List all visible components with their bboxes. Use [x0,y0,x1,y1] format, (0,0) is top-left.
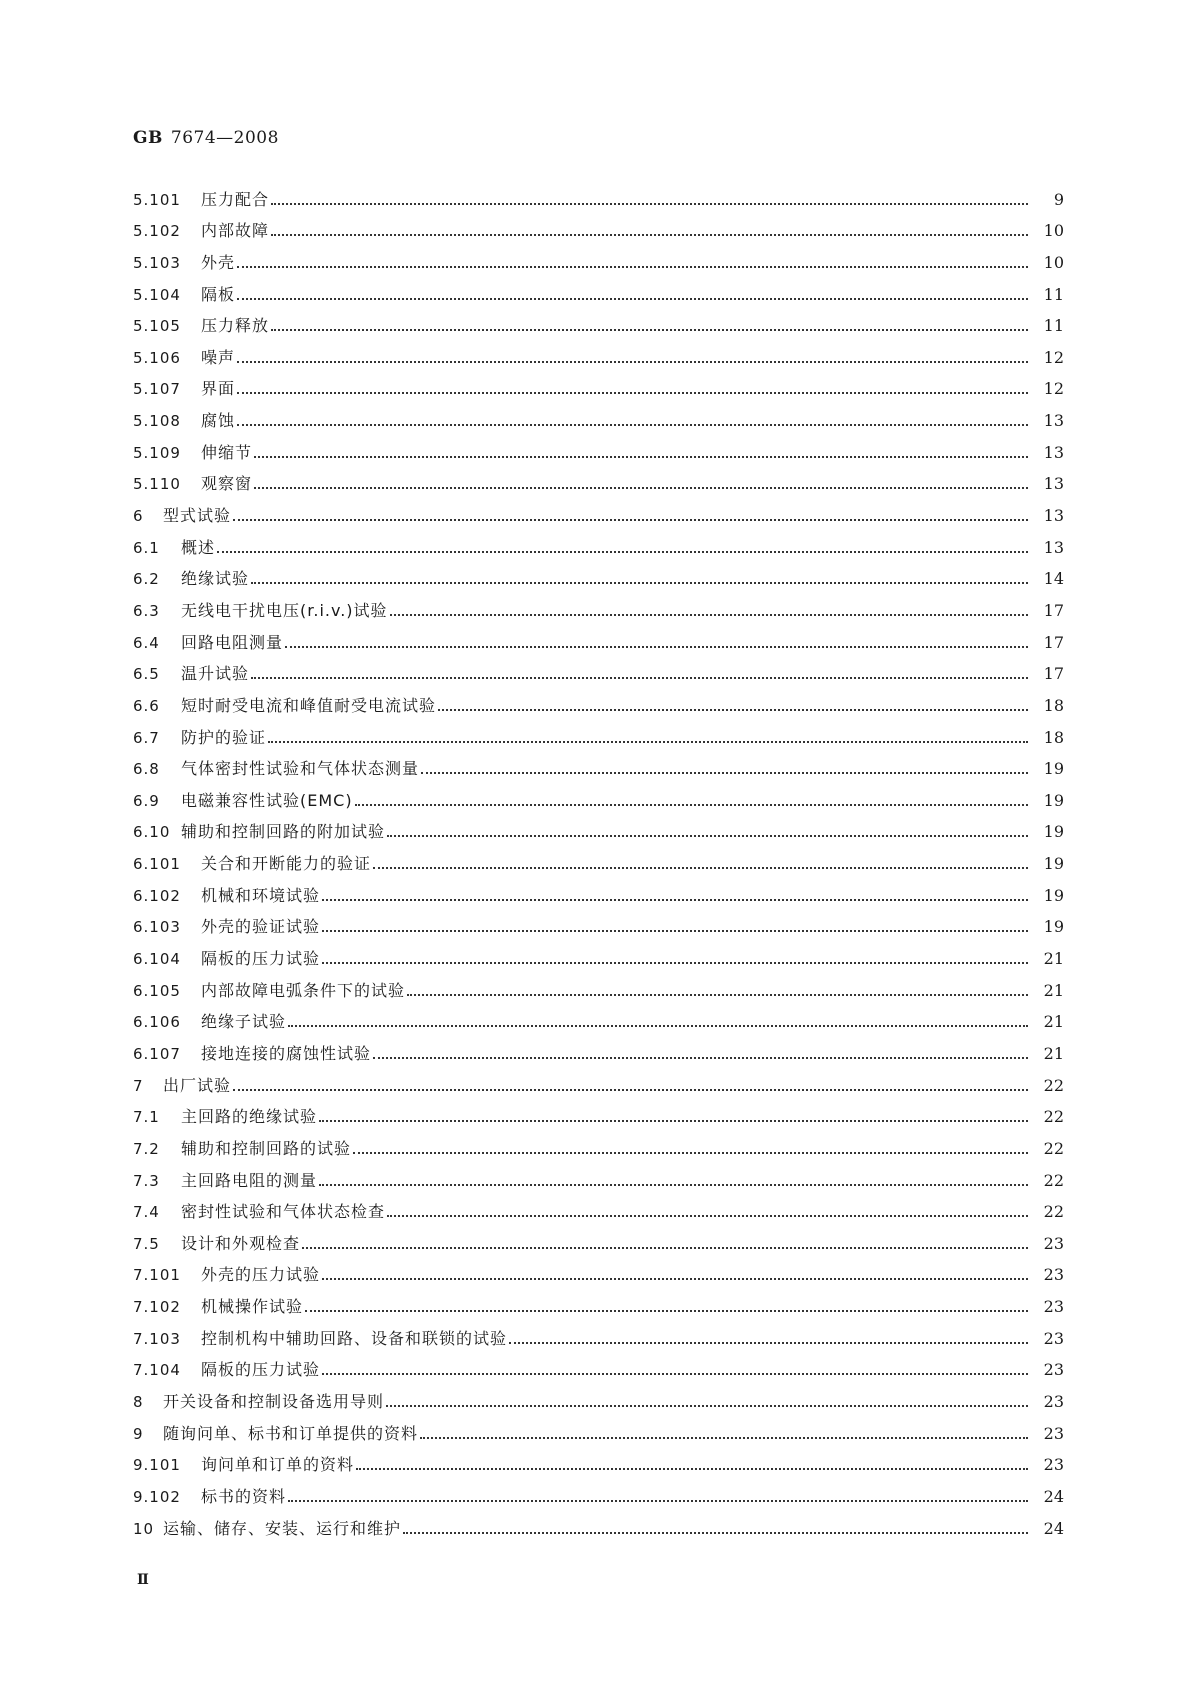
toc-dot-leader [237,266,1028,268]
toc-entry-number: 6.102 [133,886,181,905]
toc-entry-page: 19 [1043,759,1064,779]
toc-entry-page: 14 [1043,569,1064,589]
toc-entry[interactable] [133,811,1064,843]
toc-entry-page: 22 [1043,1138,1064,1158]
toc-entry-page: 19 [1043,822,1064,842]
toc-entry[interactable] [133,178,1064,210]
toc-dot-leader [509,1342,1028,1344]
toc-dot-leader [390,614,1028,616]
toc-entry-title: 界面 [201,379,236,399]
toc-entry-page: 13 [1043,442,1064,462]
toc-entry-number: 7.4 [133,1203,160,1222]
toc-entry-title: 压力释放 [201,316,270,336]
toc-entry-number: 6 [133,507,144,526]
toc-entry[interactable] [133,210,1064,242]
toc-entry-number: 6.101 [133,855,181,874]
toc-dot-leader [271,203,1028,205]
toc-entry-number: 9.102 [133,1487,181,1506]
toc-entry-page: 11 [1043,316,1064,336]
toc-dot-leader [237,361,1028,363]
toc-entry-page: 21 [1043,949,1064,969]
toc-dot-leader [373,1057,1028,1059]
toc-entry-title: 开关设备和控制设备选用导则 [163,1391,385,1411]
toc-entry-number: 5.102 [133,222,181,241]
table-of-contents [133,178,1064,1539]
toc-entry-number: 7.103 [133,1329,181,1348]
toc-entry-page: 22 [1043,1107,1064,1127]
toc-dot-leader [271,329,1028,331]
standard-prefix: GB [133,128,163,148]
toc-entry-number: 5.105 [133,317,181,336]
toc-dot-leader [271,234,1028,236]
toc-entry-title: 主回路电阻的测量 [181,1170,318,1190]
toc-entry[interactable] [133,431,1064,463]
toc-dot-leader [254,487,1028,489]
toc-entry-page: 23 [1043,1233,1064,1253]
toc-dot-leader [268,741,1028,743]
toc-dot-leader [302,1247,1028,1249]
toc-entry-page: 21 [1043,1043,1064,1063]
toc-entry-page: 11 [1043,284,1064,304]
toc-dot-leader [251,677,1028,679]
toc-entry-number: 6.10 [133,823,171,842]
toc-entry[interactable] [133,653,1064,685]
toc-entry-number: 5.109 [133,443,181,462]
toc-entry-page: 22 [1043,1202,1064,1222]
toc-entry[interactable] [133,1159,1064,1191]
toc-entry-page: 22 [1043,1170,1064,1190]
toc-dot-leader [233,519,1028,521]
toc-entry[interactable] [133,1032,1064,1064]
toc-dot-leader [420,1437,1028,1439]
toc-entry-number: 6.8 [133,760,160,779]
toc-dot-leader [386,1405,1028,1407]
toc-entry-number: 6.106 [133,1013,181,1032]
toc-entry-title: 密封性试验和气体状态检查 [181,1202,386,1222]
toc-entry-number: 6.7 [133,728,160,747]
toc-entry[interactable] [133,842,1064,874]
toc-entry-title: 主回路的绝缘试验 [181,1107,318,1127]
toc-entry-number: 6.107 [133,1044,181,1063]
toc-entry-title: 回路电阻测量 [181,632,284,652]
toc-entry-number: 7.5 [133,1234,160,1253]
toc-entry-title: 辅助和控制回路的附加试验 [181,822,386,842]
toc-entry[interactable] [133,1001,1064,1033]
toc-entry[interactable] [133,1222,1064,1254]
toc-entry-page: 13 [1043,506,1064,526]
toc-dot-leader [322,1373,1028,1375]
toc-entry[interactable] [133,526,1064,558]
toc-entry-page: 24 [1043,1518,1064,1538]
toc-entry[interactable] [133,621,1064,653]
toc-entry[interactable] [133,1127,1064,1159]
toc-entry-page: 21 [1043,1012,1064,1032]
toc-dot-leader [353,1152,1028,1154]
toc-entry-number: 5.110 [133,475,181,494]
toc-dot-leader [285,646,1028,648]
toc-entry[interactable] [133,748,1064,780]
toc-entry-title: 机械和环境试验 [201,885,321,905]
toc-entry[interactable] [133,1412,1064,1444]
document-header [133,128,279,148]
toc-entry[interactable] [133,399,1064,431]
toc-dot-leader [217,551,1028,553]
toc-entry-number: 6.104 [133,950,181,969]
toc-entry-page: 19 [1043,917,1064,937]
toc-entry[interactable] [133,1254,1064,1286]
toc-entry[interactable] [133,273,1064,305]
toc-dot-leader [387,1215,1028,1217]
toc-dot-leader [319,1120,1028,1122]
toc-entry-page: 23 [1043,1391,1064,1411]
toc-entry-title: 隔板 [201,284,236,304]
toc-entry[interactable] [133,1475,1064,1507]
toc-entry-number: 10 [133,1519,155,1538]
toc-entry-page: 19 [1043,854,1064,874]
toc-entry-number: 6.2 [133,570,160,589]
toc-entry-page: 9 [1053,189,1064,209]
toc-entry-page: 23 [1043,1455,1064,1475]
toc-entry[interactable] [133,368,1064,400]
toc-entry-title: 询问单和订单的资料 [201,1455,355,1475]
toc-dot-leader [322,962,1028,964]
toc-entry-page: 18 [1043,727,1064,747]
toc-entry-number: 8 [133,1392,144,1411]
toc-entry[interactable] [133,589,1064,621]
toc-entry-page: 21 [1043,980,1064,1000]
toc-entry-title: 设计和外观检查 [181,1233,301,1253]
toc-entry-page: 13 [1043,411,1064,431]
toc-entry-page: 18 [1043,695,1064,715]
toc-entry[interactable] [133,463,1064,495]
toc-entry-title: 无线电干扰电压(r.i.v.)试验 [181,600,388,620]
toc-entry-number: 5.107 [133,380,181,399]
toc-entry-page: 23 [1043,1297,1064,1317]
toc-entry-title: 防护的验证 [181,727,267,747]
toc-dot-leader [305,1310,1028,1312]
toc-entry-number: 9 [133,1424,144,1443]
toc-entry-number: 6.1 [133,538,160,557]
toc-dot-leader [355,804,1028,806]
toc-entry-page: 19 [1043,790,1064,810]
toc-entry-number: 9.101 [133,1456,181,1475]
toc-entry-title: 温升试验 [181,664,250,684]
toc-dot-leader [322,899,1028,901]
toc-dot-leader [237,298,1028,300]
toc-entry[interactable] [133,1285,1064,1317]
toc-entry-title: 伸缩节 [201,442,253,462]
toc-dot-leader [403,1532,1028,1534]
toc-entry-page: 12 [1043,379,1064,399]
toc-entry-title: 外壳的压力试验 [201,1265,321,1285]
toc-dot-leader [356,1468,1028,1470]
toc-entry-number: 6.6 [133,696,160,715]
standard-number: 7674—2008 [170,128,279,148]
toc-entry[interactable] [133,937,1064,969]
toc-entry-title: 运输、储存、安装、运行和维护 [163,1518,402,1538]
toc-entry-title: 控制机构中辅助回路、设备和联锁的试验 [201,1328,508,1348]
toc-entry-title: 绝缘子试验 [201,1012,287,1032]
toc-entry-title: 隔板的压力试验 [201,949,321,969]
toc-entry-number: 7.3 [133,1171,160,1190]
toc-entry-page: 23 [1043,1328,1064,1348]
toc-entry-number: 6.9 [133,791,160,810]
toc-entry-title: 压力配合 [201,189,270,209]
toc-entry-number: 7.104 [133,1361,181,1380]
toc-entry[interactable] [133,241,1064,273]
toc-entry-title: 噪声 [201,347,236,367]
toc-entry-number: 7.1 [133,1108,160,1127]
toc-dot-leader [322,1278,1028,1280]
toc-entry-page: 23 [1043,1423,1064,1443]
toc-entry-page: 19 [1043,885,1064,905]
toc-entry-title: 接地连接的腐蚀性试验 [201,1043,372,1063]
toc-entry-page: 10 [1043,221,1064,241]
toc-entry[interactable] [133,1349,1064,1381]
toc-entry-title: 隔板的压力试验 [201,1360,321,1380]
toc-entry-page: 13 [1043,537,1064,557]
toc-entry-number: 5.101 [133,190,181,209]
toc-entry-title: 型式试验 [163,506,232,526]
toc-dot-leader [288,1025,1028,1027]
toc-dot-leader [319,1184,1028,1186]
toc-entry-title: 绝缘试验 [181,569,250,589]
toc-entry[interactable] [133,336,1064,368]
toc-dot-leader [322,930,1028,932]
toc-entry[interactable] [133,969,1064,1001]
toc-dot-leader [421,772,1028,774]
toc-entry-number: 5.103 [133,253,181,272]
toc-entry-title: 标书的资料 [201,1486,287,1506]
toc-dot-leader [387,835,1028,837]
toc-entry[interactable] [133,716,1064,748]
toc-entry-title: 观察窗 [201,474,253,494]
toc-dot-leader [438,709,1028,711]
toc-entry[interactable] [133,1507,1064,1539]
toc-dot-leader [237,424,1028,426]
toc-entry-title: 短时耐受电流和峰值耐受电流试验 [181,695,437,715]
toc-entry-number: 7.102 [133,1298,181,1317]
toc-entry-page: 10 [1043,252,1064,272]
toc-entry[interactable] [133,684,1064,716]
toc-entry-number: 6.105 [133,981,181,1000]
toc-entry[interactable] [133,1191,1064,1223]
toc-entry-number: 6.103 [133,918,181,937]
toc-entry-number: 5.104 [133,285,181,304]
toc-entry-title: 气体密封性试验和气体状态测量 [181,759,420,779]
toc-entry-page: 17 [1043,632,1064,652]
toc-entry[interactable] [133,1096,1064,1128]
toc-entry[interactable] [133,906,1064,938]
toc-entry-page: 12 [1043,347,1064,367]
toc-dot-leader [251,582,1028,584]
toc-entry-title: 关合和开断能力的验证 [201,854,372,874]
toc-dot-leader [254,456,1028,458]
toc-entry-title: 辅助和控制回路的试验 [181,1138,352,1158]
toc-entry-page: 24 [1043,1486,1064,1506]
toc-entry-number: 6.5 [133,665,160,684]
toc-entry-page: 17 [1043,664,1064,684]
toc-entry-title: 随询问单、标书和订单提供的资料 [163,1423,419,1443]
toc-entry[interactable] [133,779,1064,811]
toc-entry-number: 6.4 [133,633,160,652]
toc-entry-page: 13 [1043,474,1064,494]
toc-entry[interactable] [133,1064,1064,1096]
toc-entry-title: 内部故障电弧条件下的试验 [201,980,406,1000]
toc-dot-leader [288,1500,1028,1502]
toc-entry[interactable] [133,494,1064,526]
toc-entry-page: 17 [1043,600,1064,620]
toc-entry-number: 7.101 [133,1266,181,1285]
toc-entry[interactable] [133,874,1064,906]
toc-entry-page: 23 [1043,1360,1064,1380]
toc-entry-title: 电磁兼容性试验(EMC) [181,790,353,810]
toc-entry-title: 外壳的验证试验 [201,917,321,937]
toc-entry-title: 外壳 [201,252,236,272]
toc-dot-leader [233,1089,1028,1091]
toc-entry-number: 5.106 [133,348,181,367]
toc-entry-title: 机械操作试验 [201,1297,304,1317]
toc-entry-title: 概述 [181,537,216,557]
toc-entry-number: 6.3 [133,601,160,620]
toc-entry[interactable] [133,1444,1064,1476]
toc-entry-number: 7 [133,1076,144,1095]
toc-entry[interactable] [133,1317,1064,1349]
toc-entry[interactable] [133,305,1064,337]
toc-entry-page: 22 [1043,1075,1064,1095]
toc-entry-title: 内部故障 [201,221,270,241]
toc-entry-number: 5.108 [133,412,181,431]
toc-entry-number: 7.2 [133,1139,160,1158]
toc-entry[interactable] [133,1380,1064,1412]
toc-dot-leader [237,392,1028,394]
toc-entry[interactable] [133,558,1064,590]
toc-entry-title: 出厂试验 [163,1075,232,1095]
toc-dot-leader [373,867,1028,869]
toc-entry-title: 腐蚀 [201,411,236,431]
toc-dot-leader [407,994,1028,996]
toc-entry-page: 23 [1043,1265,1064,1285]
page-number-footer: Ⅱ [137,1572,149,1588]
